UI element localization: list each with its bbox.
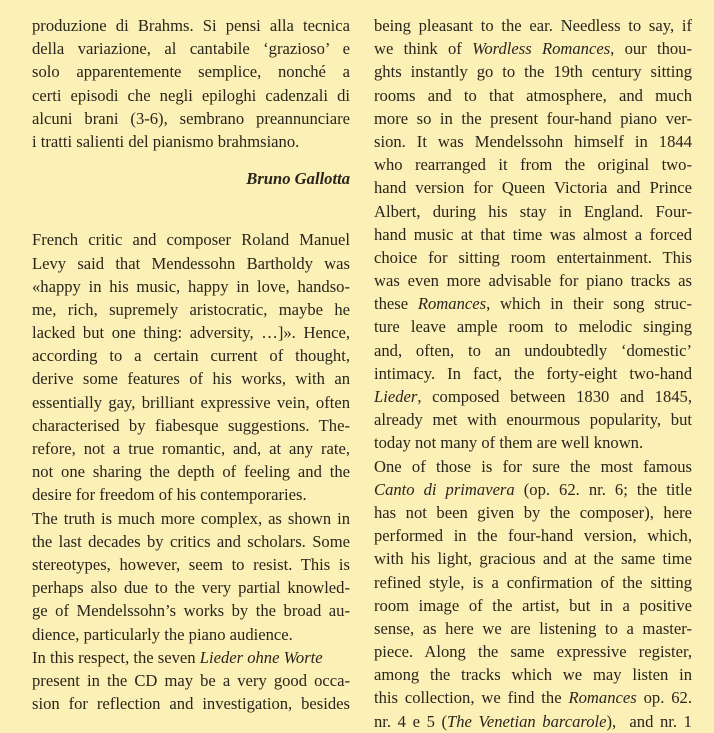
text-run: this collection, we find the [374, 688, 569, 708]
work-title: The Venetian barcarole [447, 711, 607, 731]
work-title: Romances [417, 294, 487, 314]
text-line: intimacy. In fact, the forty-eight two-hand [374, 363, 692, 383]
text-line: who rearranged it from the original two- [374, 155, 692, 175]
text-line: lacked but one thing: adversity, …]». Hence, [32, 323, 350, 343]
text-line: essentially gay, brilliant expressive vein, often [32, 392, 350, 412]
text-line: being pleasant to the ear. Needless to say, if [374, 16, 692, 35]
text-line: today not many of them are well known. [374, 433, 644, 453]
text-line [374, 292, 692, 315]
text-line: and, often, to an undoubtedly ‘domestic’ [374, 340, 692, 360]
text-line: The truth is much more complex, as shown in [32, 508, 350, 528]
english-paragraph [32, 228, 350, 715]
text-line: with his light, gracious and at the same time [374, 549, 692, 569]
work-title: Canto di primavera [374, 479, 515, 499]
text-line: more so in the present four-hand piano ver- [374, 108, 692, 128]
text-line: according to a certain current of thought, [32, 346, 350, 366]
work-title: Wordless Romances [472, 39, 611, 59]
text-line: room image of the artist, but in a positive [374, 595, 692, 615]
text-line: ge of Mendelssohn’s works by the broad au- [32, 601, 350, 621]
text-line: the last decades by critics and scholars. Some [32, 531, 350, 551]
text-line: among the tracks which we may listen in [374, 665, 692, 685]
text-line: certi episodi che negli epiloghi cadenzali di [32, 85, 350, 105]
author-signature: Bruno Gallotta [246, 169, 350, 189]
text-line [374, 710, 692, 733]
text-line: performed in the four-hand version, which, [374, 526, 692, 546]
text-run: , our thou- [610, 39, 692, 59]
text-run: op. 62. [636, 688, 692, 708]
text-line: sion. It was Mendelssohn himself in 1844 [374, 131, 692, 151]
text-run: (op. 62. nr. 6; the title [514, 479, 693, 499]
right-column [374, 14, 692, 733]
text-line: refore, not a true romantic, and, at any rate, [32, 439, 350, 458]
text-line [374, 37, 692, 60]
text-line: ghts instantly go to the 19th century sitting [374, 62, 692, 82]
text-run: we think of [374, 39, 473, 59]
text-line: solo apparentemente semplice, nonché a [32, 62, 350, 82]
text-line: sion for reflection and investigation, besides [32, 694, 350, 714]
text-run: , composed between 1830 and 1845, [417, 387, 692, 406]
italian-paragraph [32, 14, 350, 153]
text-line: Levy said that Mendessohn Bartholdy was [32, 253, 350, 273]
text-line: refined style, is a confirmation of the sitting [374, 572, 692, 592]
text-line: hand version for Queen Victoria and Prince [374, 178, 692, 198]
text-line: me, rich, supremely aristocratic, maybe he [32, 299, 350, 319]
text-run: these [374, 294, 418, 314]
work-title: Lieder ohne Worte [199, 647, 323, 667]
text-line: «happy in his music, happy in love, handso- [32, 276, 350, 296]
text-line: Albert, during his stay in England. Four- [374, 201, 692, 221]
text-line: piece. Along the same expressive register, [374, 642, 692, 662]
text-line: not one sharing the depth of feeling and the [32, 462, 350, 482]
text-line: sense, as here we are listening to a master- [374, 618, 692, 638]
text-line: hand music at that time was almost a forced [374, 224, 692, 244]
text-line [374, 686, 692, 709]
text-line: i tratti salienti del pianismo brahmsiano. [32, 131, 300, 151]
text-line: alcuni brani (3-6), sembrano preannunciare [32, 108, 350, 128]
text-line: derive some features of his works, with an [32, 369, 350, 389]
left-column [32, 14, 350, 715]
text-line: French critic and composer Roland Manuel [32, 230, 350, 250]
text-line: desire for freedom of his contemporaries. [32, 485, 307, 505]
text-line: produzione di Brahms. Si pensi alla tecnica [32, 16, 350, 35]
text-run: In this respect, the seven [32, 647, 200, 667]
text-run: , which in their song struc- [486, 294, 692, 314]
text-line: perhaps also due to the very partial knowled- [32, 578, 350, 598]
text-line: characterised by fiabesque suggestions. The- [32, 415, 350, 435]
text-line: rooms and to that atmosphere, and much [374, 85, 692, 105]
text-line: has not been given by the composer), here [374, 502, 692, 522]
text-run: ), and nr. 1 [606, 711, 692, 731]
text-run: nr. 4 e 5 ( [374, 711, 448, 731]
text-line: stereotypes, however, seem to resist. This is [32, 554, 350, 574]
text-line: dience, particularly the piano audience. [32, 624, 293, 644]
text-line: was even more advisable for piano tracks as [374, 271, 692, 291]
text-line: della variazione, al cantabile ‘grazioso’ e [32, 39, 350, 59]
text-line [374, 385, 692, 408]
work-title: Romances [568, 688, 637, 708]
text-line: One of those is for sure the most famous [374, 456, 692, 476]
text-line [32, 646, 350, 669]
text-line [374, 478, 692, 501]
work-title: Lieder [374, 387, 418, 406]
text-line: choice for sitting room entertainment. This [374, 247, 692, 267]
text-line: present in the CD may be a very good occa- [32, 670, 350, 690]
text-line: already met with enourmous popularity, but [374, 410, 692, 430]
text-line: ture leave ample room to melodic singing [374, 317, 692, 337]
